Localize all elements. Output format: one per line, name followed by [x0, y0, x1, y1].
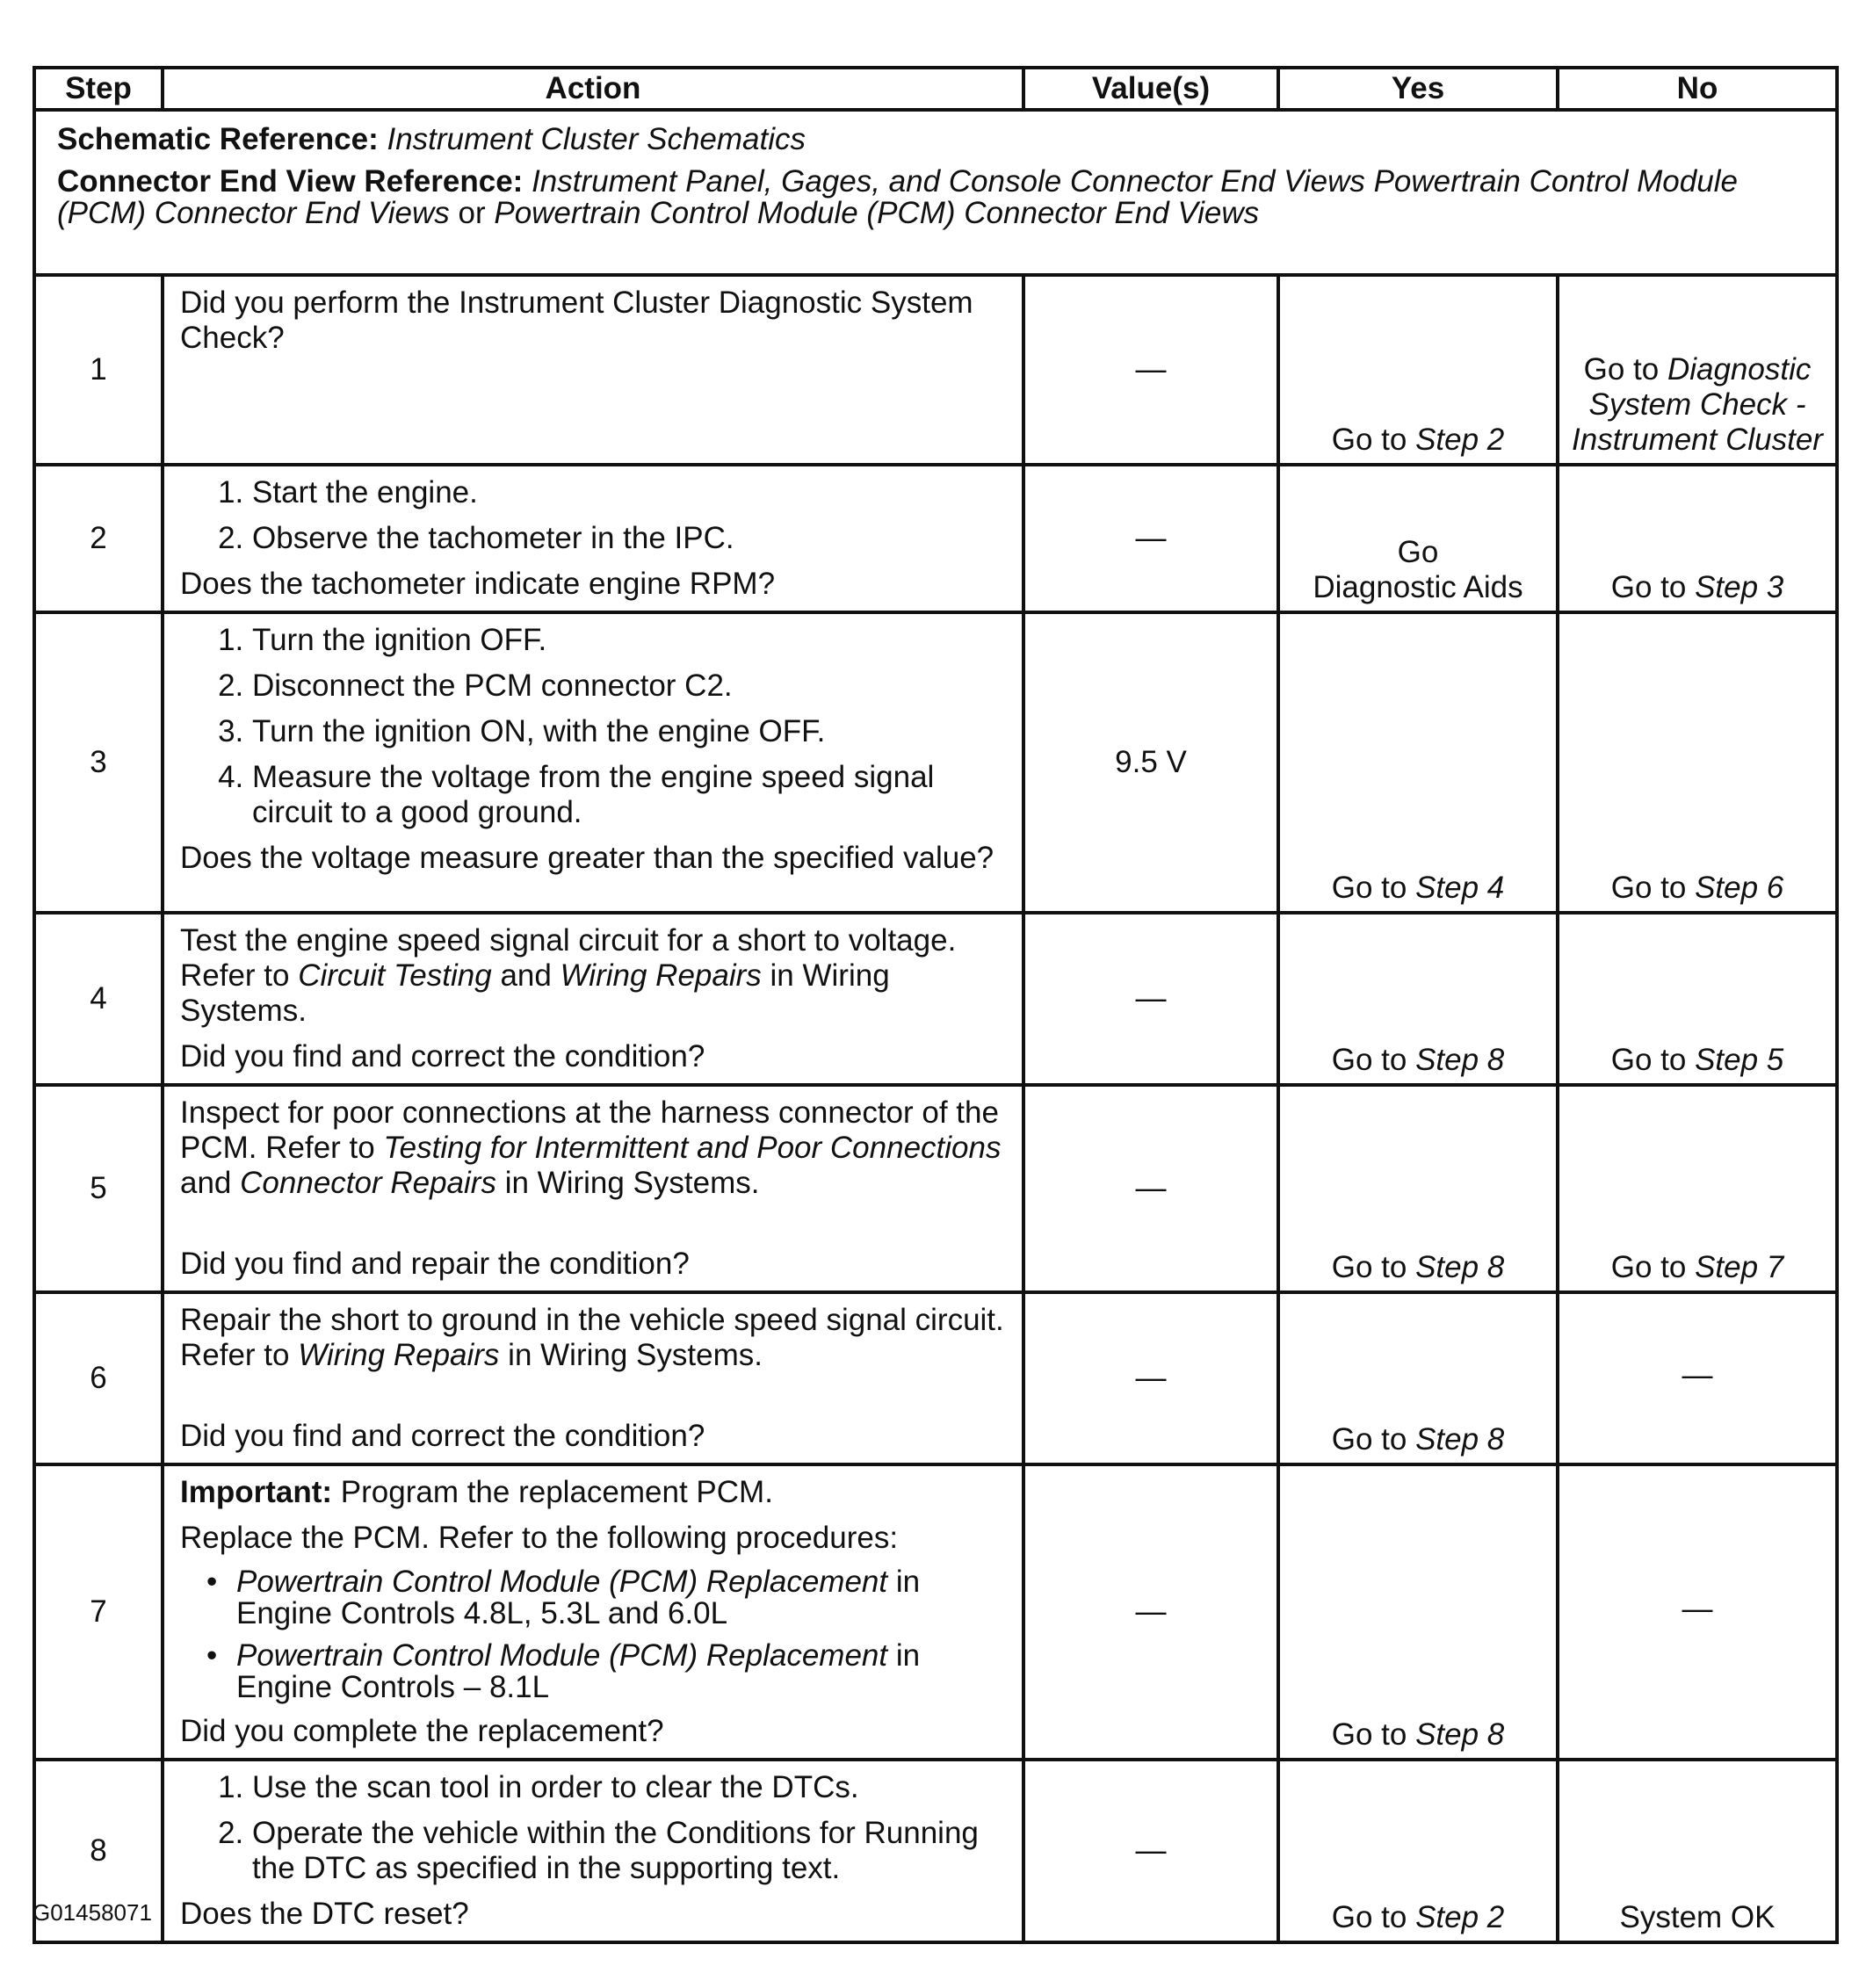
- diagnostic-table-container: [33, 66, 1835, 1944]
- go-to-text: Go to: [1583, 352, 1660, 387]
- no-step-link[interactable]: Step 5: [1695, 1043, 1784, 1077]
- connector-reference-link-2[interactable]: Powertrain Control Module (PCM) Connector End Views: [494, 196, 1260, 230]
- step-yes: [1278, 612, 1558, 913]
- diagnostic-table: [33, 66, 1839, 1944]
- spacer: [180, 1211, 1006, 1247]
- step-action: [163, 1085, 1023, 1292]
- yes-step-link[interactable]: Step 4: [1415, 871, 1505, 905]
- step-number: 8: [34, 1760, 163, 1942]
- table-row: [34, 913, 1837, 1085]
- go-to-text: Go to: [1331, 423, 1407, 457]
- wiring-repairs-link[interactable]: Wiring Repairs: [298, 1338, 500, 1372]
- step-action: [163, 275, 1023, 465]
- step-question: Does the voltage measure greater than the specified value?: [180, 841, 994, 875]
- step-instruction-text: [180, 923, 1006, 1029]
- step-yes: [1278, 1464, 1558, 1760]
- yes-step-link[interactable]: Step 8: [1415, 1250, 1505, 1284]
- step-yes: [1278, 1085, 1558, 1292]
- step-no: [1558, 465, 1837, 612]
- yes-step-link[interactable]: Step 8: [1415, 1422, 1505, 1457]
- connector-reference-link-1[interactable]: Instrument Panel, Gages, and Console Connector End Views Powertrain Control Module (PCM) Connector End Views: [57, 164, 1738, 230]
- instruction-item: 2. Observe the tachometer in the IPC.: [252, 521, 1006, 556]
- step-value: —: [1023, 275, 1278, 465]
- step-action: [163, 1464, 1023, 1760]
- no-step-link[interactable]: Step 7: [1695, 1250, 1784, 1284]
- step-no: [1558, 913, 1837, 1085]
- step-number: 1: [34, 275, 163, 465]
- connector-reference: [57, 166, 1814, 229]
- header-action: Action: [163, 68, 1023, 110]
- step-yes: [1278, 1760, 1558, 1942]
- connector-reference-label: Connector End View Reference:: [57, 164, 524, 199]
- go-to-text: Go to: [1610, 1043, 1687, 1077]
- go-to-text: Go to: [1610, 1250, 1687, 1284]
- step-question: Does the DTC reset?: [180, 1897, 469, 1931]
- step-no: [1558, 612, 1837, 913]
- schematic-reference-link[interactable]: Instrument Cluster Schematics: [387, 122, 806, 156]
- header-row: [34, 68, 1837, 110]
- table-row: [34, 1464, 1837, 1760]
- step-action: [163, 612, 1023, 913]
- instruction-item: 3. Turn the ignition ON, with the engine OFF.: [252, 714, 1006, 749]
- step-yes: [1278, 465, 1558, 612]
- step-instruction-text: Replace the PCM. Refer to the following procedures:: [180, 1521, 899, 1555]
- go-to-text: Go to: [1331, 1250, 1407, 1284]
- step-no: [1558, 275, 1837, 465]
- step-value: —: [1023, 913, 1278, 1085]
- reference-cell: [34, 110, 1837, 275]
- step-instructions: [180, 1770, 1006, 1886]
- step-instructions: [180, 475, 1006, 556]
- connector-reference-or: or: [458, 196, 486, 230]
- no-step-link[interactable]: Diagnostic System Check - Instrument Cluster: [1572, 352, 1823, 457]
- procedure-item: [236, 1566, 1006, 1630]
- header-values: Value(s): [1023, 68, 1278, 110]
- instruction-text: Test the engine speed signal circuit for a short to voltage. Refer to: [180, 923, 957, 993]
- procedure-text: in Engine Controls 4.8L, 5.3L and 6.0L: [236, 1565, 921, 1630]
- instruction-item: 1. Use the scan tool in order to clear the DTCs.: [252, 1770, 1006, 1805]
- step-question: Did you find and repair the condition?: [180, 1247, 690, 1281]
- instruction-text: Inspect for poor connections at the harness connector of the PCM. Refer to: [180, 1095, 999, 1165]
- instruction-item: 4. Measure the voltage from the engine speed signal circuit to a good ground.: [252, 760, 1006, 830]
- important-label: Important:: [180, 1475, 333, 1509]
- header-no: No: [1558, 68, 1837, 110]
- yes-step-link[interactable]: Step 8: [1415, 1043, 1505, 1077]
- schematic-reference-label: Schematic Reference:: [57, 122, 379, 156]
- step-no: System OK: [1558, 1760, 1837, 1942]
- reference-row: [34, 110, 1837, 275]
- instruction-text: in Wiring Systems.: [504, 1166, 760, 1200]
- yes-diagnostic-aids-link[interactable]: Diagnostic Aids: [1313, 570, 1523, 604]
- go-to-text: Go to: [1331, 1717, 1407, 1752]
- step-action: [163, 1292, 1023, 1464]
- step-instructions: [180, 623, 1006, 830]
- pcm-replacement-link[interactable]: Powertrain Control Module (PCM) Replacement: [236, 1565, 888, 1599]
- step-question: Did you perform the Instrument Cluster Diagnostic System Check?: [180, 286, 973, 355]
- go-to-text: Go to: [1331, 871, 1407, 905]
- step-yes: [1278, 913, 1558, 1085]
- go-to-text: Go to: [1610, 871, 1687, 905]
- go-to-text: Go to: [1331, 1900, 1407, 1934]
- step-question: Does the tachometer indicate engine RPM?: [180, 567, 776, 601]
- instruction-item: 1. Turn the ignition OFF.: [252, 623, 1006, 658]
- header-yes: Yes: [1278, 68, 1558, 110]
- step-question: Did you complete the replacement?: [180, 1714, 664, 1748]
- step-value: —: [1023, 1292, 1278, 1464]
- spacer: [180, 1384, 1006, 1419]
- step-value: —: [1023, 465, 1278, 612]
- yes-step-link[interactable]: Step 2: [1415, 1900, 1505, 1934]
- wiring-repairs-link[interactable]: Wiring Repairs: [560, 958, 762, 993]
- instruction-text: Repair the short to ground in the vehicle speed signal circuit. Refer to: [180, 1303, 1004, 1372]
- yes-go-text: Go: [1397, 535, 1439, 569]
- step-yes: [1278, 1292, 1558, 1464]
- schematic-reference: [57, 122, 1814, 157]
- table-row: [34, 1292, 1837, 1464]
- procedure-text: in Engine Controls – 8.1L: [236, 1638, 921, 1704]
- circuit-testing-link[interactable]: Circuit Testing: [298, 958, 492, 993]
- connector-repairs-link[interactable]: Connector Repairs: [240, 1166, 496, 1200]
- table-row: [34, 1760, 1837, 1942]
- table-row: [34, 465, 1837, 612]
- step-number: 7: [34, 1464, 163, 1760]
- go-to-text: Go to: [1610, 570, 1687, 604]
- pcm-replacement-link[interactable]: Powertrain Control Module (PCM) Replacement: [236, 1638, 888, 1673]
- intermittent-connections-link[interactable]: Testing for Intermittent and Poor Connections: [383, 1131, 1002, 1165]
- yes-step-link[interactable]: Step 2: [1415, 423, 1505, 457]
- instruction-text: and: [500, 958, 552, 993]
- header-step: Step: [34, 68, 163, 110]
- step-action: [163, 465, 1023, 612]
- go-to-text: Go to: [1331, 1043, 1407, 1077]
- procedure-item: [236, 1640, 1006, 1703]
- no-step-link[interactable]: Step 3: [1695, 570, 1784, 604]
- instruction-text: in Wiring Systems.: [180, 958, 890, 1028]
- instruction-item: 1. Start the engine.: [252, 475, 1006, 510]
- procedure-list: [180, 1566, 1006, 1703]
- instruction-item: 2. Operate the vehicle within the Conditions for Running the DTC as specified in the supporting text.: [252, 1816, 1006, 1886]
- yes-step-link[interactable]: Step 8: [1415, 1717, 1505, 1752]
- table-row: [34, 612, 1837, 913]
- instruction-text: in Wiring Systems.: [508, 1338, 763, 1372]
- instruction-text: and: [180, 1166, 232, 1200]
- step-value: —: [1023, 1464, 1278, 1760]
- no-step-link[interactable]: Step 6: [1695, 871, 1784, 905]
- step-action: [163, 1760, 1023, 1942]
- step-question: Did you find and correct the condition?: [180, 1039, 705, 1074]
- step-value: 9.5 V: [1023, 612, 1278, 913]
- table-row: [34, 275, 1837, 465]
- step-number: 2: [34, 465, 163, 612]
- important-note: [180, 1475, 1006, 1510]
- step-instruction-text: [180, 1303, 1006, 1373]
- step-action: [163, 913, 1023, 1085]
- table-row: [34, 1085, 1837, 1292]
- step-number: 5: [34, 1085, 163, 1292]
- step-value: —: [1023, 1085, 1278, 1292]
- go-to-text: Go to: [1331, 1422, 1407, 1457]
- step-number: 3: [34, 612, 163, 913]
- figure-id: G01458071: [33, 1899, 152, 1926]
- step-question: Did you find and correct the condition?: [180, 1419, 705, 1453]
- step-no: —: [1558, 1292, 1837, 1464]
- step-no: [1558, 1085, 1837, 1292]
- step-yes: [1278, 275, 1558, 465]
- step-value: —: [1023, 1760, 1278, 1942]
- step-number: 6: [34, 1292, 163, 1464]
- step-instruction-text: [180, 1095, 1006, 1201]
- instruction-item: 2. Disconnect the PCM connector C2.: [252, 669, 1006, 704]
- step-number: 4: [34, 913, 163, 1085]
- important-text: Program the replacement PCM.: [340, 1475, 773, 1509]
- step-no: —: [1558, 1464, 1837, 1760]
